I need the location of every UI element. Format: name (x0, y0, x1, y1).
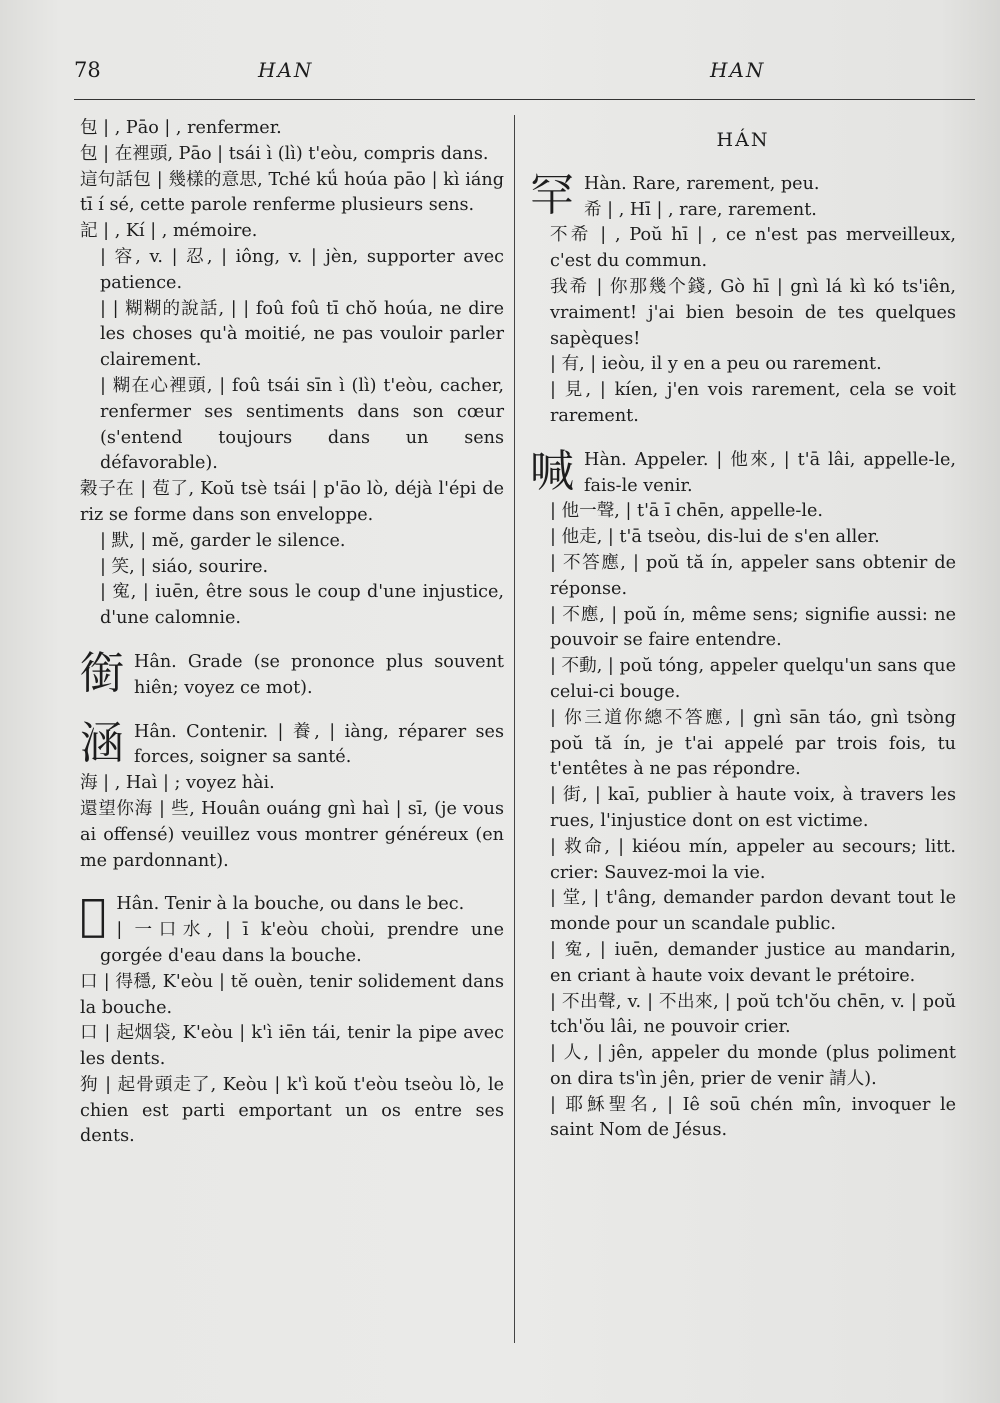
header-rule (74, 99, 975, 100)
entry-text: Hân. Contenir. | 養, | iàng, réparer ses forces, soigner sa santé. (134, 721, 504, 768)
dictionary-entry: 記 | , Kí | , mémoire. (80, 221, 258, 242)
dictionary-entry: | | 糊糊的說話, | | foû foû tī chŏ hoúa, ne dire les choses qu'à moitié, ne pas vouloir parler clairement. (100, 298, 504, 371)
dictionary-entry: | 默, | mĕ, garder le silence. (100, 530, 346, 551)
dictionary-entry: 不希 | , Poŭ hī | , ce n'est pas merveilleux, c'est du commun. (550, 225, 956, 272)
dictionary-entry: | 糊在心裡頭, | foû tsái sīn ì (lì) t'eòu, cacher, renfermer ses sentiments dans son cœur (s'entend toujours dans un sens défavorable). (100, 375, 504, 474)
dictionary-entry: 希 | , Hī | , rare, rarement. (584, 199, 817, 220)
dictionary-entry: | 有, | ieòu, il y en a peu ou rarement. (550, 354, 882, 375)
dictionary-entry: 這句話包 | 幾樣的意思, Tché kǘ hoúa pāo | kì iáng tī í sé, cette parole renferme plusieurs sens. (80, 169, 504, 216)
dictionary-entry: 包 | , Pāo | , renfermer. (80, 118, 282, 138)
headword-character: 喊 (530, 445, 574, 497)
headword-entry (80, 717, 504, 772)
right-column (530, 116, 956, 1144)
dictionary-entry: 包 | 在裡頭, Pāo | tsái ì (lì) t'eòu, compris dans. (80, 143, 489, 164)
column-divider (514, 115, 515, 1343)
dictionary-entry: | 一口水, | ī k'eòu choùi, prendre une gorgée d'eau dans la bouche. (100, 920, 504, 966)
dictionary-entry: 我希 | 你那幾个錢, Gò hī | gnì lá kì kó ts'iên, vraiment! j'ai bien besoin de tes quelques sapèques! (550, 276, 956, 349)
dictionary-entry: | 堂, | t'âng, demander pardon devant tout le monde pour un scandale public. (550, 888, 956, 935)
page-number: 78 (74, 58, 101, 82)
headword-entry (80, 890, 504, 942)
dictionary-entry: | 他走, | t'ā tseòu, dis-lui de s'en aller. (550, 527, 880, 548)
dictionary-entry: | 他一聲, | t'ā ī chēn, appelle-le. (550, 501, 823, 522)
dictionary-entry: | 不出聲, v. | 不出來, | poŭ tch'ŏu chēn, v. | poŭ tch'ŏu lâi, ne pouvoir crier. (550, 991, 956, 1038)
dictionary-entry: | 寃, | iuēn, demander justice au mandarin, en criant à haute voix devant le prétoire. (550, 939, 956, 986)
dictionary-entry: 還望你海 | 些, Houân ouáng gnì haì | sī, (je vous ai offensé) veuillez vous montrer généreux (en me pardonnant). (80, 798, 504, 871)
dictionary-entry: | 救命, | kiéou mín, appeler au secours; litt. crier: Sauvez-moi la vie. (550, 836, 956, 883)
entry-text: Hân. Tenir à la bouche, ou dans le bec. (116, 894, 465, 915)
entry-text: Hân. Grade (se prononce plus souvent hiên; voyez ce mot). (134, 651, 504, 698)
section-title: HÁN (716, 129, 770, 151)
dictionary-entry: | 笑, | siáo, sourire. (100, 556, 269, 577)
dictionary-entry: | 不動, | poŭ tóng, appeler quelqu'un sans que celui-ci bouge. (550, 656, 956, 702)
dictionary-entry: | 見, | kíen, j'en vois rarement, cela se voit rarement. (550, 380, 956, 426)
dictionary-entry: 狗 | 起骨頭走了, Keòu | k'ì koŭ t'eòu tseòu lò, le chien est parti emportant un os entre ses dents. (80, 1074, 504, 1147)
entry-text: Hàn. Appeler. | 他來, | t'ā lâi, appelle-le, fais-le venir. (584, 449, 956, 496)
dictionary-entry: 海 | , Haì | ; voyez hài. (80, 773, 275, 794)
left-running-head: HAN (258, 58, 314, 82)
dictionary-entry: 口 | 得穩, K'eòu | tĕ ouèn, tenir solidement dans la bouche. (80, 971, 504, 1018)
dictionary-entry: | 不答應, | poŭ tă ín, appeler sans obtenir de réponse. (550, 552, 956, 599)
headword-character: 𠼤 (80, 890, 107, 942)
running-header (0, 58, 1000, 88)
headword-character: 罕 (530, 169, 574, 221)
headword-entry (80, 647, 504, 702)
dictionary-entry: | 寃, | iuēn, être sous le coup d'une injustice, d'une calomnie. (100, 582, 504, 629)
right-running-head: HAN (710, 58, 766, 82)
dictionary-entry: 口 | 起烟袋, K'eòu | k'ì iēn tái, tenir la pipe avec les dents. (80, 1023, 504, 1070)
dictionary-entry: 穀子在 | 苞了, Koŭ tsè tsái | p'āo lò, déjà l'épi de riz se forme dans son enveloppe. (80, 479, 504, 525)
dictionary-entry: | 街, | kaī, publier à haute voix, à travers les rues, l'injustice dont on est victime. (550, 785, 956, 831)
dictionary-entry: | 你三道你總不答應, | gnì sān táo, gnì tsòng poŭ tă ín, je t'ai appelé par trois fois, tu t'entêtes à ne pas répondre. (550, 707, 956, 780)
headword-entry (530, 445, 956, 500)
dictionary-entry: | 不應, | poŭ ín, même sens; signifie aussi: ne pouvoir se faire entendre. (550, 604, 956, 651)
entry-text: Hàn. Rare, rarement, peu. (584, 173, 820, 194)
left-column (80, 116, 504, 1150)
dictionary-entry: | 容, v. | 忍, | iông, v. | jèn, supporter avec patience. (100, 246, 504, 293)
dictionary-entry: | 耶穌聖名, | Iê soū chén mîn, invoquer le saint Nom de Jésus. (550, 1094, 956, 1141)
dictionary-entry: | 人, | jên, appeler du monde (plus poliment on dira ts'ìn jên, prier de venir 請人). (550, 1043, 956, 1089)
headword-character: 涵 (80, 717, 124, 769)
headword-character: 銜 (80, 647, 124, 699)
